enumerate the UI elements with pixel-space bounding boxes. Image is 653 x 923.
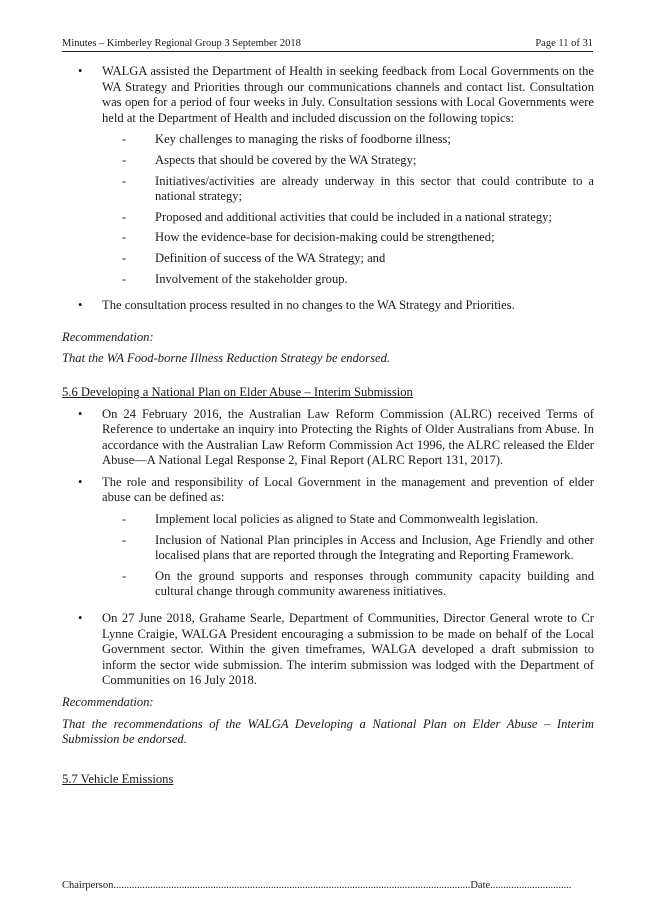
paragraph: The role and responsibility of Local Government in the management and prevention of elder abuse can be defined as: — [102, 474, 594, 505]
bullet-mark: • — [78, 298, 83, 313]
list-item — [62, 298, 594, 314]
list-item — [62, 407, 594, 469]
header-title: Minutes – Kimberley Regional Group 3 September 2018 — [62, 38, 301, 49]
list-item — [62, 475, 594, 605]
bullet-mark: • — [78, 64, 83, 78]
list-item: - Definition of success of the WA Strategy; and — [122, 250, 386, 265]
signature-line: Chairperson........................................................................................................................................Date............................... — [62, 880, 572, 891]
recommendation-text: That the recommendations of the WALGA Developing a National Plan on Elder Abuse – Interim Submission be endorsed. — [62, 716, 594, 747]
list-item: - Inclusion of National Plan principles in Access and Inclusion, Age Friendly and other localised plans that are reported through the Integrating and Reporting Framework. — [122, 532, 594, 563]
list-item: - Key challenges to managing the risks of foodborne illness; — [122, 132, 451, 147]
paragraph: On 27 June 2018, Grahame Searle, Department of Communities, Director General wrote to Cr Lynne Craigie, WALGA President encouraging a submission to be made on behalf of the Local Government sector. Within the given timeframes, WALGA developed a draft submission to inform the sector wide submission. The interim submission was lodged with the Department of Communities on 16 July 2018. — [102, 611, 594, 688]
section-heading: 5.6 Developing a National Plan on Elder Abuse – Interim Submission — [62, 384, 413, 399]
list-item: - Aspects that should be covered by the WA Strategy; — [122, 152, 417, 167]
list-item: - How the evidence-base for decision-making could be strengthened; — [122, 230, 495, 245]
recommendation-text: That the WA Food-borne Illness Reduction Strategy be endorsed. — [62, 351, 391, 366]
paragraph: WALGA assisted the Department of Health in seeking feedback from Local Governments on the WA Strategy and Priorities through our communications channels and contact list. Consultation was open for a period of four weeks in July. Consultation sessions with Local Governments were held at the Department of Health and included discussion on the following topics: — [102, 64, 594, 125]
list-item: - Initiatives/activities are already underway in this sector that could contribute to a national strategy; — [122, 173, 594, 204]
bullet-mark: • — [78, 406, 83, 421]
list-item: - Involvement of the stakeholder group. — [122, 271, 348, 286]
bullet-mark: • — [78, 474, 83, 489]
topics-list — [102, 132, 594, 287]
bullet-mark: • — [78, 611, 83, 626]
list-item — [62, 611, 594, 689]
list-item: - On the ground supports and responses through community capacity building and cultural change through community awareness initiatives. — [122, 568, 594, 599]
recommendation-label: Recommendation: — [62, 695, 154, 709]
paragraph: On 24 February 2016, the Australian Law Reform Commission (ALRC) received Terms of Reference to undertake an inquiry into Protecting the Rights of Older Australians from Abuse. In accordance with the Australian Law Reform Commission Act 1996, the ALRC released the Elder Abuse—A National Legal Response 2, Final Report (ALRC Report 131, 2017). — [102, 406, 594, 468]
paragraph: The consultation process resulted in no changes to the WA Strategy and Priorities. — [102, 298, 515, 313]
list-item: - Implement local policies as aligned to State and Commonwealth legislation. — [122, 512, 539, 527]
page-number: Page 11 of 31 — [535, 38, 593, 49]
section-heading: 5.7 Vehicle Emissions — [62, 771, 174, 786]
page-header — [62, 38, 593, 52]
list-item: - Proposed and additional activities that could be included in a national strategy; — [122, 209, 552, 224]
roles-list — [102, 512, 594, 600]
document-body — [62, 64, 594, 793]
list-item — [62, 64, 594, 292]
recommendation-label: Recommendation: — [62, 329, 154, 344]
